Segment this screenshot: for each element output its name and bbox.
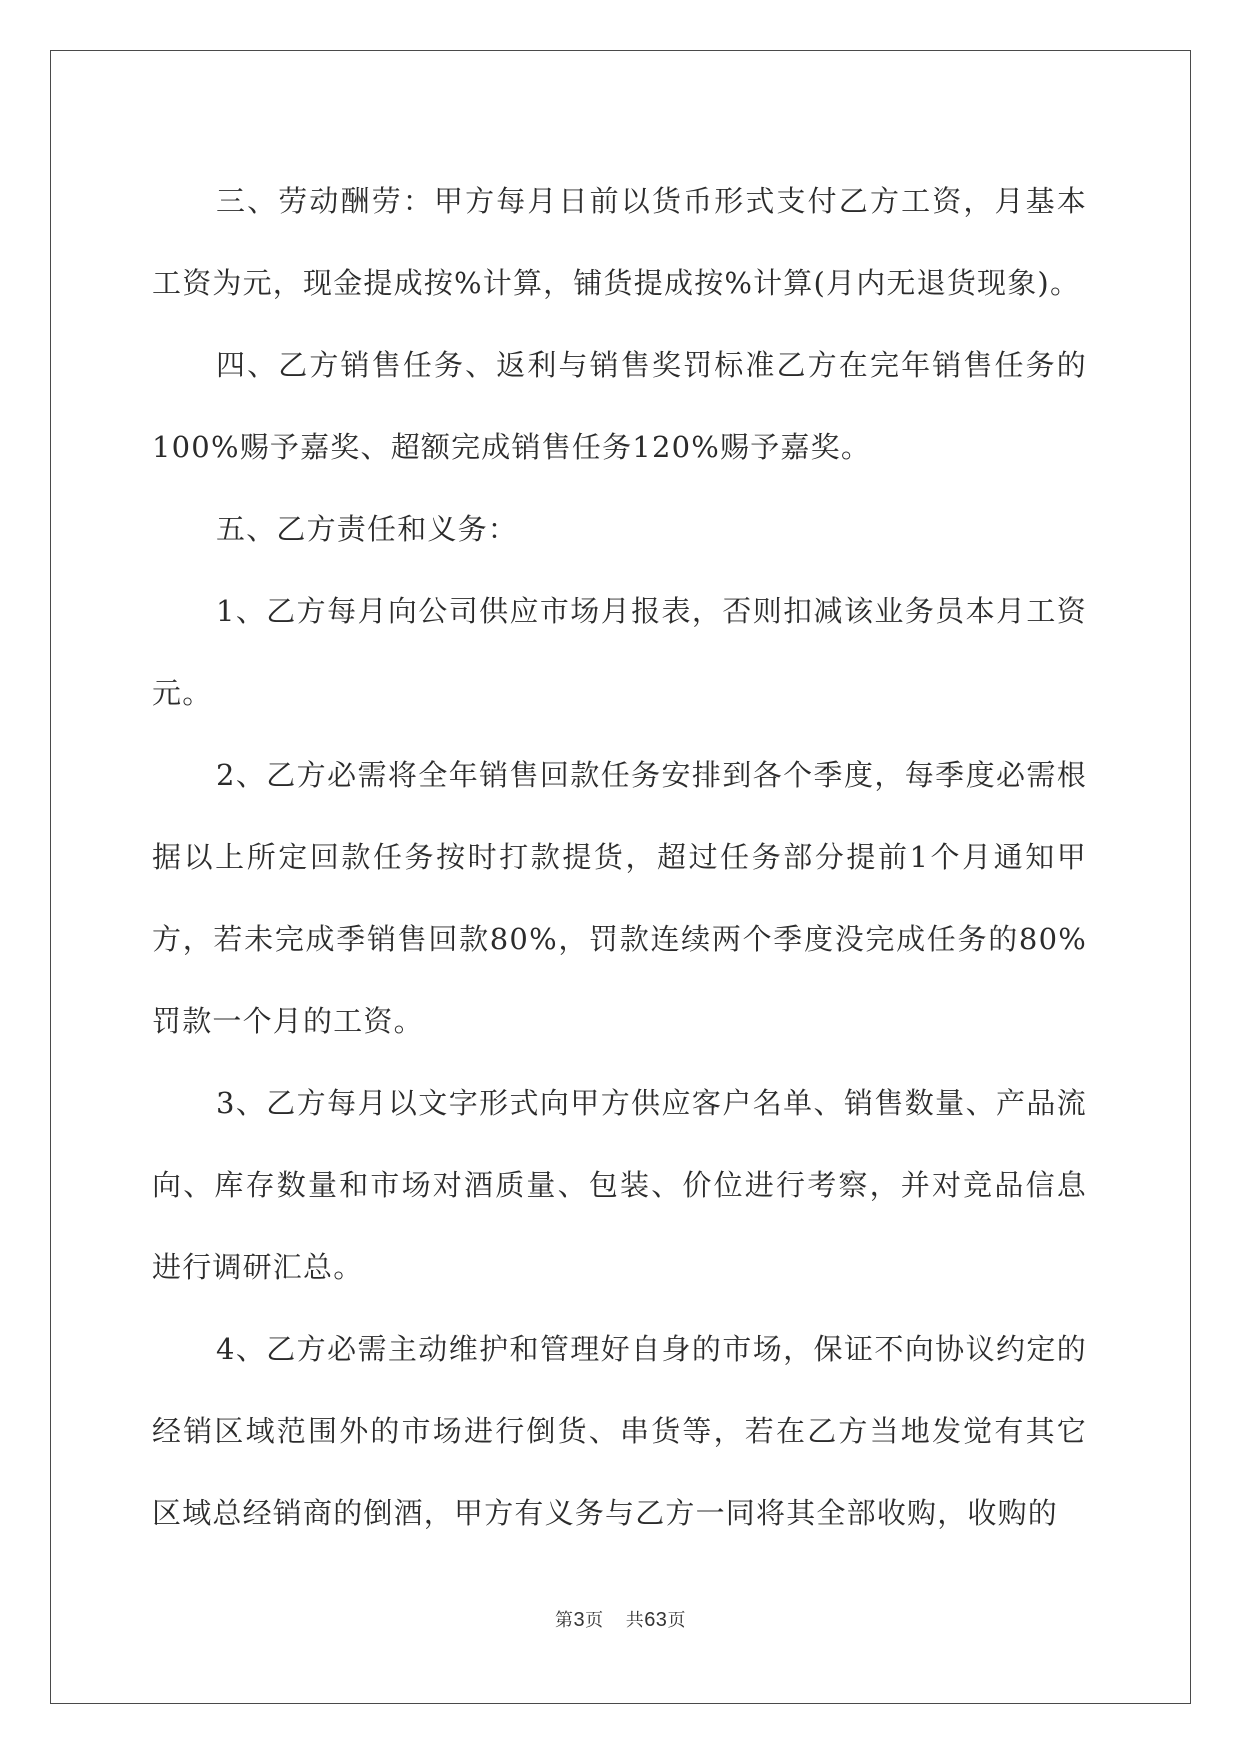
paragraph-duty-1: 1、乙方每月向公司供应市场月报表，否则扣减该业务员本月工资元。 bbox=[152, 594, 1087, 710]
document-body bbox=[152, 160, 1087, 1554]
paragraph-duties-heading: 五、乙方责任和义务： bbox=[216, 512, 519, 546]
paragraph-duty-2: 2、乙方必需将全年销售回款任务安排到各个季度，每季度必需根据以上所定回款任务按时打款提货，超过任务部分提前1个月通知甲方，若未完成季销售回款80%，罚款连续两个季度没完成任务的80%罚款一个月的工资。 bbox=[152, 758, 1087, 1038]
total-page-count: 63 bbox=[644, 1609, 668, 1631]
paragraph-sales-task: 四、乙方销售任务、返利与销售奖罚标准乙方在完年销售任务的100%赐予嘉奖、超额完成销售任务120%赐予嘉奖。 bbox=[152, 348, 1087, 464]
page-number-footer bbox=[0, 1606, 1241, 1632]
paragraph-duty-3: 3、乙方每月以文字形式向甲方供应客户名单、销售数量、产品流向、库存数量和市场对酒质量、包装、价位进行考察，并对竞品信息进行调研汇总。 bbox=[152, 1086, 1087, 1284]
paragraph-duty-4: 4、乙方必需主动维护和管理好自身的市场，保证不向协议约定的经销区域范围外的市场进行倒货、串货等，若在乙方当地发觉有其它区域总经销商的倒酒，甲方有义务与乙方一同将其全部收购，收购的 bbox=[152, 1332, 1087, 1530]
current-page-number: 3 bbox=[573, 1609, 586, 1631]
page-suffix: 页 bbox=[585, 1610, 604, 1630]
page-prefix: 第 bbox=[555, 1610, 574, 1630]
paragraph-labor-pay: 三、劳动酬劳：甲方每月日前以货币形式支付乙方工资，月基本工资为元，现金提成按%计算，铺货提成按%计算(月内无退货现象)。 bbox=[152, 184, 1087, 300]
total-suffix: 页 bbox=[667, 1610, 686, 1630]
total-prefix: 共 bbox=[625, 1610, 645, 1630]
